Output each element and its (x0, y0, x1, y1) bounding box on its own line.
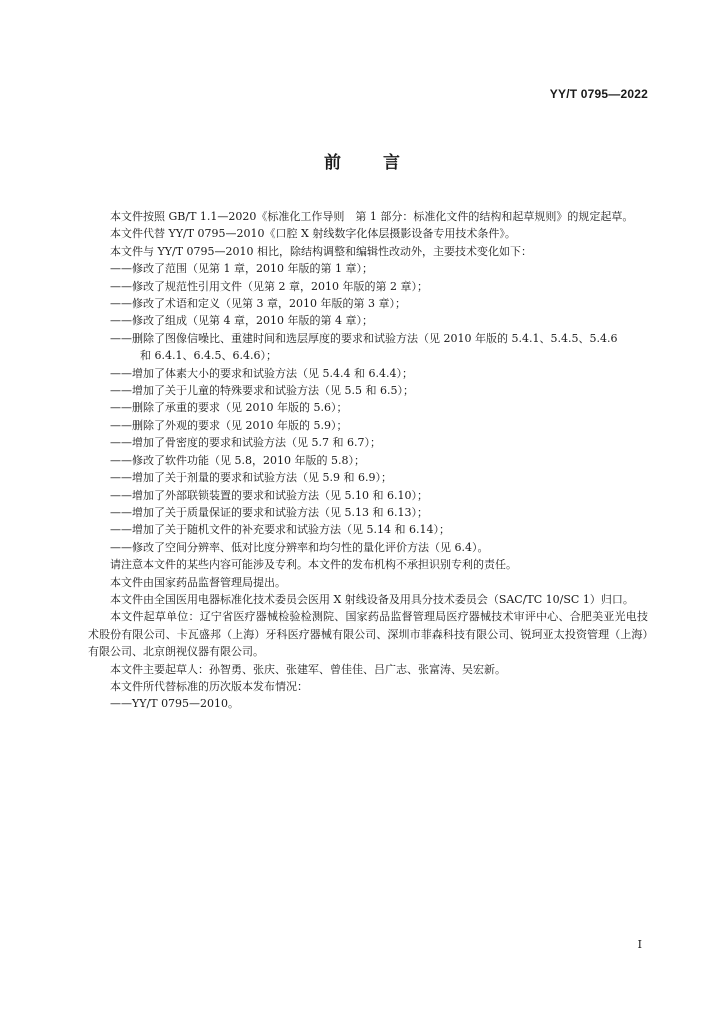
change-item: ——增加了体素大小的要求和试验方法（见 5.4.4 和 6.4.4）； (110, 366, 413, 380)
change-item: ——增加了关于质量保证的要求和试验方法（见 5.13 和 6.13）； (110, 505, 428, 519)
change-item: ——增加了外部联锁装置的要求和试验方法（见 5.10 和 6.10）； (110, 488, 428, 502)
foreword-body (88, 208, 648, 713)
change-item: ——修改了术语和定义（见第 3 章，2010 年版的第 3 章）； (110, 297, 406, 311)
change-item: ——删除了图像信噪比、重建时间和选层厚度的要求和试验方法（见 2010 年版的 5.4.1、5.4.5、5.4.6 (110, 331, 618, 345)
change-item: ——修改了组成（见第 4 章，2010 年版的第 4 章）； (110, 314, 373, 328)
paragraph: 本文件代替 YY/T 0795—2010《口腔 X 射线数字化体层摄影设备专用技术条件》。 (110, 227, 516, 241)
history-item: ——YY/T 0795—2010。 (110, 697, 240, 711)
paragraph: 本文件所代替标准的历次版本发布情况： (110, 679, 308, 693)
change-item: ——修改了规范性引用文件（见第 2 章，2010 年版的第 2 章）； (110, 279, 428, 293)
paragraph: 请注意本文件的某些内容可能涉及专利。本文件的发布机构不承担识别专利的责任。 (110, 558, 517, 572)
change-item: ——修改了软件功能（见 5.8，2010 年版的 5.8）； (110, 453, 365, 467)
change-item: ——修改了范围（见第 1 章，2010 年版的第 1 章）； (110, 262, 373, 276)
paragraph: 本文件与 YY/T 0795—2010 相比，除结构调整和编辑性改动外，主要技术变化如下： (110, 244, 533, 258)
change-item: ——增加了骨密度的要求和试验方法（见 5.7 和 6.7）； (110, 436, 381, 450)
change-item: ——增加了关于剂量的要求和试验方法（见 5.9 和 6.9）； (110, 471, 392, 485)
page-title: 前言 (324, 153, 442, 173)
change-item: ——修改了空间分辨率、低对比度分辨率和均匀性的量化评价方法（见 6.4）。 (110, 540, 489, 554)
change-item: ——删除了承重的要求（见 2010 年版的 5.6）； (110, 401, 348, 415)
paragraph: 本文件由国家药品监督管理局提出。 (110, 575, 286, 589)
change-item-continuation: 和 6.4.1、6.4.5、6.4.6）； (140, 349, 277, 363)
change-item: ——删除了外观的要求（见 2010 年版的 5.9）； (110, 418, 348, 432)
change-item: ——增加了关于儿童的特殊要求和试验方法（见 5.5 和 6.5）； (110, 384, 414, 398)
change-item: ——增加了关于随机文件的补充要求和试验方法（见 5.14 和 6.14）； (110, 523, 450, 537)
paragraph: 本文件起草单位：辽宁省医疗器械检验检测院、国家药品监督管理局医疗器械技术审评中心、合肥美亚光电技术股份有限公司、卡瓦盛邦（上海）牙科医疗器械有限公司、深圳市菲森科技有限公司、锐珂亚太投资管理（上海）有限公司、北京朗视仪器有限公司。 (88, 610, 648, 659)
paragraph: 本文件按照 GB/T 1.1—2020《标准化工作导则 第 1 部分：标准化文件的结构和起草规则》的规定起草。 (110, 210, 634, 223)
paragraph: 本文件由全国医用电器标准化技术委员会医用 X 射线设备及用具分技术委员会（SAC/TC 10/SC 1）归口。 (110, 592, 634, 606)
page-number: I (637, 938, 642, 951)
paragraph: 本文件主要起草人：孙智勇、张庆、张建军、曾佳佳、吕广志、张富涛、吴宏新。 (110, 662, 506, 676)
standard-code: YY/T 0795—2022 (549, 87, 648, 101)
